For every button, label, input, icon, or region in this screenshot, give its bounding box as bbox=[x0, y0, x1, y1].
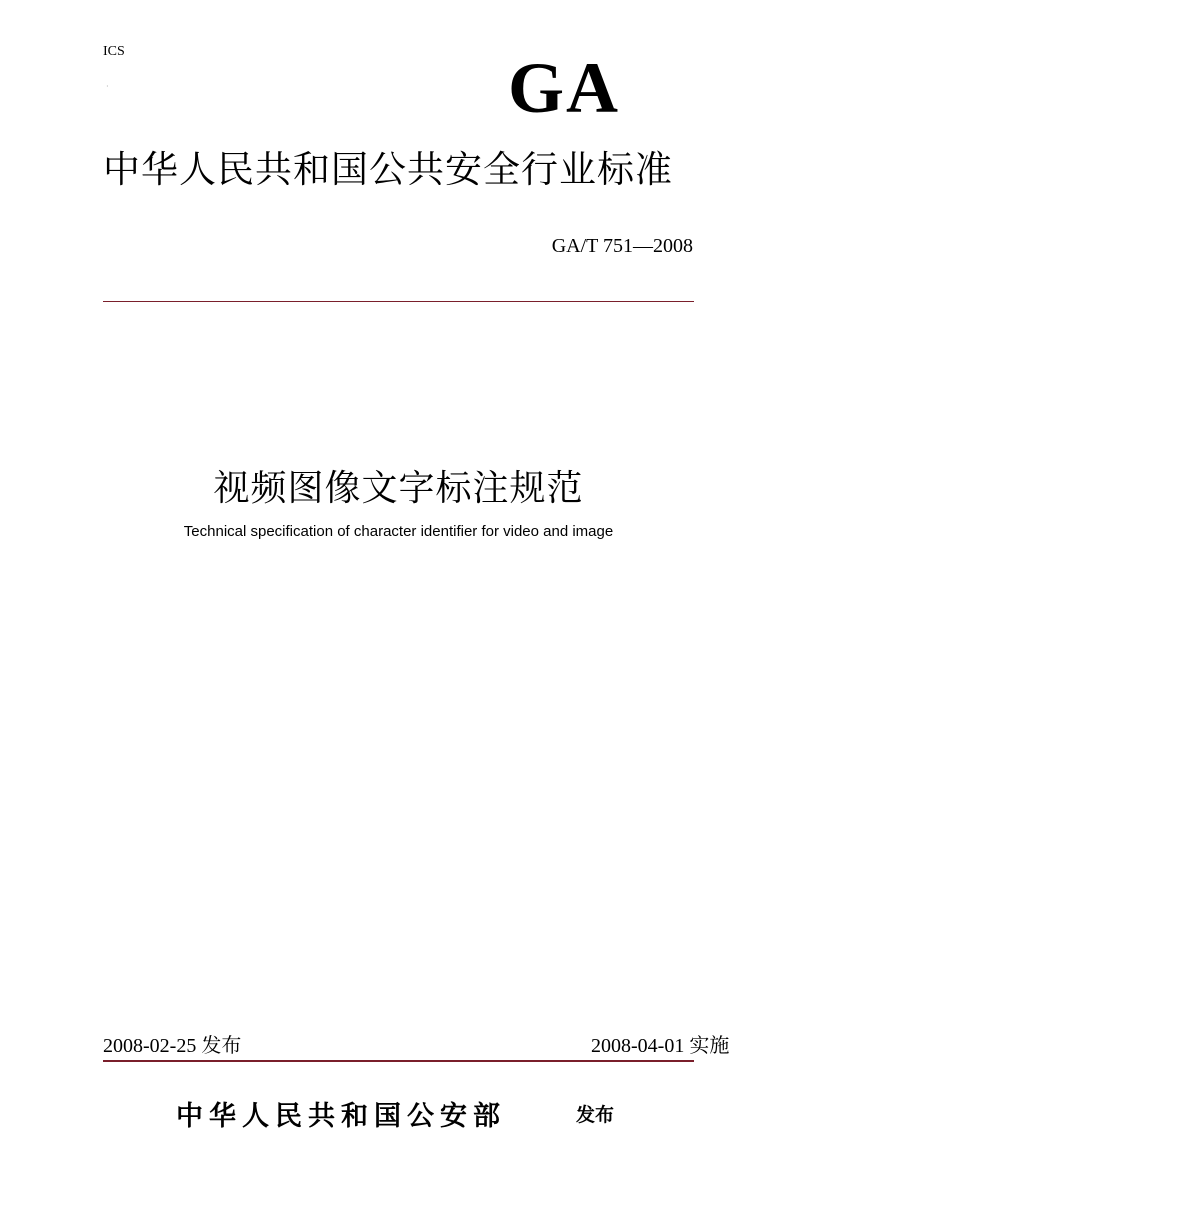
ics-label: ICS bbox=[103, 44, 125, 59]
effective-date: 2008-04-01 实施 bbox=[591, 1035, 730, 1054]
standard-number: GA/T 751—2008 bbox=[551, 235, 693, 257]
ga-logo: GA bbox=[508, 48, 620, 128]
publish-date: 2008-02-25 发布 bbox=[103, 1035, 242, 1054]
issuing-authority: 中华人民共和国公安部 bbox=[176, 1101, 506, 1132]
dates-row bbox=[103, 1034, 763, 1054]
top-divider bbox=[103, 301, 694, 302]
standard-category-title: 中华人民共和国公共安全行业标准 bbox=[103, 148, 673, 191]
ics-number-placeholder: · bbox=[106, 82, 109, 91]
document-title-chinese: 视频图像文字标注规范 bbox=[213, 468, 584, 509]
bottom-divider bbox=[103, 1060, 694, 1062]
issuing-authority-suffix: 发布 bbox=[576, 1104, 615, 1126]
document-title-english: Technical specification of character identifier for video and image bbox=[183, 523, 614, 540]
